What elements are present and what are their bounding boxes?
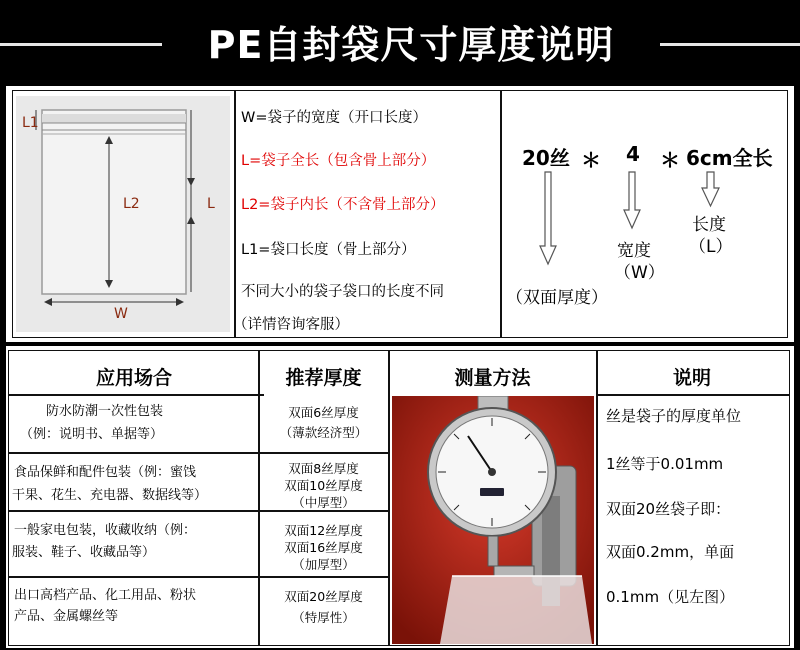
thickness-row-3-line-1: 双面12丝厚度 — [284, 523, 363, 538]
spec-width: 4 — [626, 142, 640, 166]
definition-l1: L1=袋口长度（骨上部分） — [241, 242, 416, 258]
spec-width-sub: （W） — [614, 263, 665, 283]
note-example-2: 双面0.2mm，单面 — [606, 543, 735, 561]
usage-row-1-line-2: （例：说明书、单据等） — [20, 427, 164, 442]
label-l1: L1 — [22, 115, 39, 131]
label-l: L — [207, 196, 215, 212]
bag-diagram-drawing — [16, 96, 230, 332]
spec-multiply-1: ＊ — [581, 148, 601, 172]
note-unit: 丝是袋子的厚度单位 — [606, 407, 742, 425]
note-example-3: 0.1mm（见左图） — [606, 588, 735, 606]
thickness-row-4-line-1: 双面20丝厚度 — [284, 589, 363, 604]
table-header-usage: 应用场合 — [95, 367, 172, 389]
usage-row-3-line-1: 一般家电包装，收藏收纳（例： — [14, 523, 197, 538]
label-w: W — [114, 306, 128, 322]
note-conversion: 1丝等于0.01mm — [606, 455, 724, 473]
table-header-rule-left — [8, 394, 264, 396]
size-panel-divider-1 — [234, 90, 236, 338]
table-col-divider-3 — [596, 350, 598, 646]
spec-multiply-2: ＊ — [660, 148, 680, 172]
table-header-notes: 说明 — [672, 367, 711, 389]
definition-note: 不同大小的袋子袋口的长度不同 — [241, 284, 444, 300]
note-example-1: 双面20丝袋子即： — [606, 500, 731, 518]
usage-row-4-line-1: 出口高档产品、化工用品、粉状 — [14, 588, 197, 603]
spec-thickness: 20丝 — [522, 146, 570, 170]
definition-w: W=袋子的宽度（开口长度） — [241, 110, 427, 126]
thickness-row-3-line-3: （加厚型） — [292, 557, 355, 572]
header-rule-right — [660, 43, 800, 46]
usage-row-4-line-2: 产品、金属螺丝等 — [14, 609, 119, 624]
spec-width-label: 宽度 — [617, 241, 651, 261]
spec-length-label: 长度 — [692, 215, 726, 235]
table-header-rule-right — [596, 394, 790, 396]
definition-contact: （详情咨询客服） — [233, 317, 349, 333]
thickness-row-4-line-2: （特厚性） — [292, 610, 355, 625]
thickness-gauge-photo — [392, 396, 594, 644]
header-bar — [0, 0, 800, 88]
spec-length: 6cm全长 — [686, 146, 773, 170]
thickness-row-2-line-1: 双面8丝厚度 — [288, 461, 359, 476]
usage-row-1-line-1: 防水防潮一次性包装 — [46, 404, 164, 419]
thickness-row-1-line-2: （薄款经济型） — [279, 425, 368, 440]
page-title: PE自封袋尺寸厚度说明 — [207, 23, 615, 67]
header-rule-left — [0, 43, 162, 46]
definition-l2: L2=袋子内长（不含骨上部分） — [241, 197, 445, 213]
usage-row-2-line-1: 食品保鲜和配件包装（例：蜜饯 — [14, 465, 197, 480]
table-col-divider-2 — [388, 350, 390, 646]
definition-l: L=袋子全长（包含骨上部分） — [241, 153, 436, 169]
label-l2: L2 — [123, 196, 140, 212]
table-row-divider-1 — [8, 452, 389, 454]
table-header-thickness: 推荐厚度 — [285, 367, 362, 389]
thickness-row-1-line-1: 双面6丝厚度 — [288, 405, 359, 420]
thickness-row-2-line-2: 双面10丝厚度 — [284, 478, 363, 493]
spec-length-sub: （L） — [689, 237, 733, 257]
usage-row-2-line-2: 干果、花生、充电器、数据线等） — [12, 488, 208, 503]
thickness-row-2-line-3: （中厚型） — [292, 495, 355, 510]
table-row-divider-3 — [8, 576, 389, 578]
table-header-method: 测量方法 — [454, 367, 531, 389]
thickness-row-3-line-2: 双面16丝厚度 — [284, 540, 363, 555]
usage-row-3-line-2: 服装、鞋子、收藏品等） — [12, 545, 156, 560]
spec-thickness-label: （双面厚度） — [506, 288, 608, 308]
